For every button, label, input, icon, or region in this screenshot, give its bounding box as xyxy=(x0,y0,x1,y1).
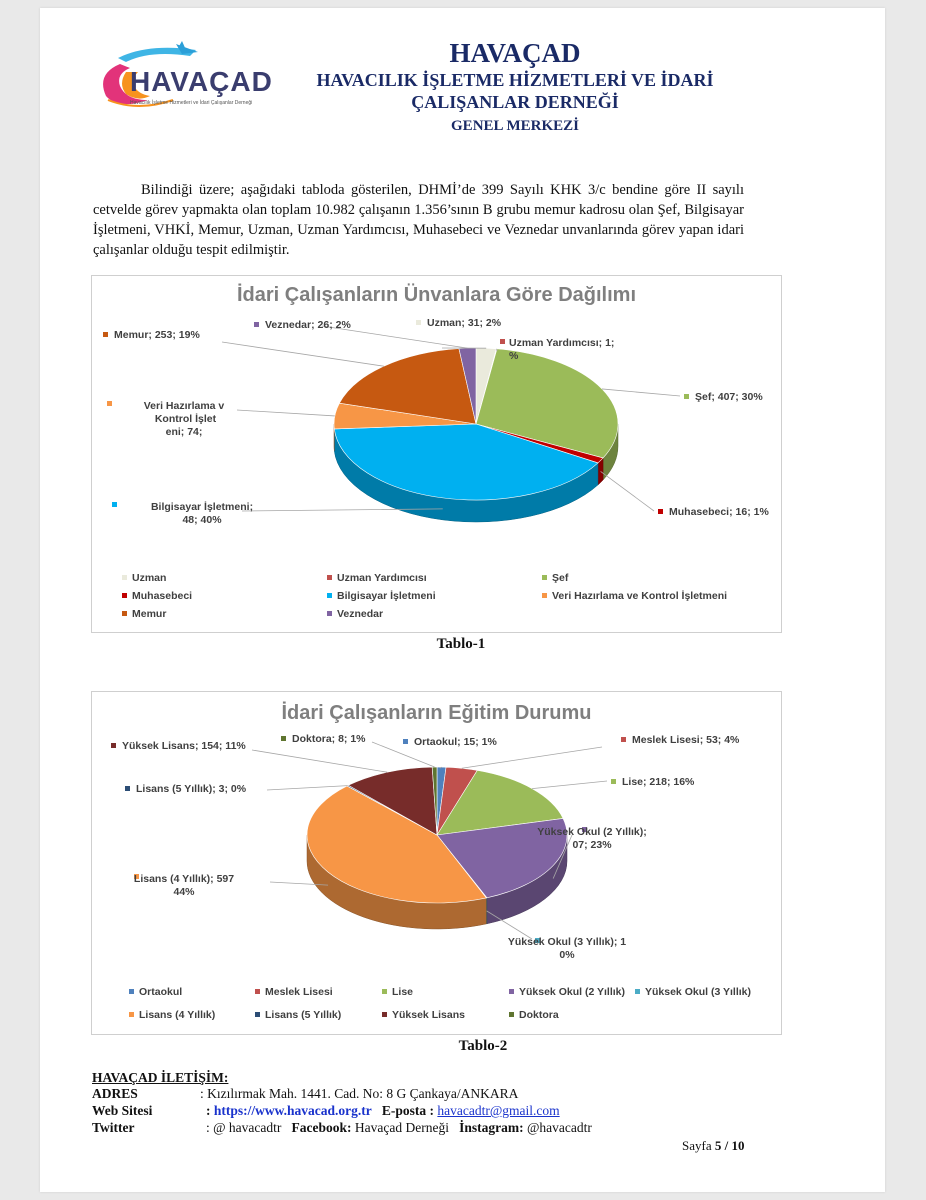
chart2-svg xyxy=(92,692,781,1034)
page-number-total: 10 xyxy=(731,1138,745,1153)
leader-line xyxy=(252,750,387,772)
legend-swatch xyxy=(122,593,127,598)
facebook-value: Havaçad Derneği xyxy=(354,1120,449,1135)
data-label: Şef; 407; 30% xyxy=(695,391,763,403)
logo-wordmark: HAVAÇAD xyxy=(130,66,273,97)
legend-swatch xyxy=(635,989,640,994)
leader-line xyxy=(602,389,680,396)
leader-line xyxy=(237,410,335,416)
legend-swatch xyxy=(122,611,127,616)
email-label: E-posta : xyxy=(381,1103,435,1118)
email-link[interactable]: havacadtr@gmail.com xyxy=(437,1103,560,1118)
org-name-line-3: GENEL MERKEZİ xyxy=(451,118,579,134)
org-name-line-2: ÇALIŞANLAR DERNEĞİ xyxy=(411,92,619,112)
instagram-label: İnstagram: xyxy=(459,1120,524,1135)
data-label: Ortaokul; 15; 1% xyxy=(414,736,497,748)
data-label: Lisans (4 Yıllık); 597 44% xyxy=(133,873,235,898)
legend-entry: Doktora xyxy=(519,1009,559,1021)
leader-line xyxy=(267,786,348,790)
page-number-current: 5 xyxy=(714,1138,722,1153)
legend-swatch xyxy=(327,575,332,580)
data-label-swatch xyxy=(281,736,286,741)
legend-entry: Lisans (4 Yıllık) xyxy=(139,1009,216,1021)
page-number-prefix: Sayfa xyxy=(682,1138,712,1153)
legend-entry: Memur xyxy=(132,608,167,620)
chart-title-distribution xyxy=(91,275,782,633)
org-name-line-1: HAVACILIK İŞLETME HİZMETLERİ VE İDARİ xyxy=(316,70,714,90)
web-label: Web Sitesi xyxy=(92,1103,153,1118)
legend-swatch xyxy=(509,1012,514,1017)
facebook-label: Facebook: xyxy=(291,1120,352,1135)
data-label: Memur; 253; 19% xyxy=(114,329,200,341)
data-label: Veri Hazırlama v Kontrol İşlet eni; 74; xyxy=(143,400,225,438)
data-label: Lisans (5 Yıllık); 3; 0% xyxy=(136,783,247,795)
legend-swatch xyxy=(382,1012,387,1017)
data-label: Muhasebeci; 16; 1% xyxy=(669,506,769,518)
legend-swatch xyxy=(542,593,547,598)
legend-entry: Uzman Yardımcısı xyxy=(337,572,427,584)
caption-table-1: Tablo-1 xyxy=(436,636,486,652)
org-short-name: HAVAÇAD xyxy=(449,38,581,68)
legend-swatch xyxy=(255,989,260,994)
data-label-swatch xyxy=(112,502,117,507)
caption-table-2: Tablo-2 xyxy=(458,1038,508,1054)
legend-entry: Veri Hazırlama ve Kontrol İşletmeni xyxy=(552,590,728,602)
legend-swatch xyxy=(509,989,514,994)
data-label-swatch xyxy=(621,737,626,742)
legend-swatch xyxy=(327,611,332,616)
legend-entry: Uzman xyxy=(132,572,167,584)
data-label: Doktora; 8; 1% xyxy=(292,733,366,745)
data-label-swatch xyxy=(500,339,505,344)
legend-entry: Ortaokul xyxy=(139,986,183,998)
data-label: Uzman Yardımcısı; 1; % xyxy=(509,337,615,362)
legend-entry: Yüksek Okul (3 Yıllık) xyxy=(645,986,752,998)
data-label-swatch xyxy=(125,786,130,791)
web-sep: : xyxy=(206,1103,211,1118)
address-value: : Kızılırmak Mah. 1441. Cad. No: 8 G Çankaya/ANKARA xyxy=(200,1086,519,1101)
legend-entry: Yüksek Lisans xyxy=(392,1009,465,1021)
contact-title: HAVAÇAD İLETİŞİM: xyxy=(92,1070,229,1085)
logo-subtitle: Havacılık İşletme Hizmetleri ve İdari Çalışanlar Derneği xyxy=(130,100,253,106)
legend-swatch xyxy=(255,1012,260,1017)
data-label: Yüksek Okul (3 Yıllık); 1 0% xyxy=(507,936,627,961)
data-label-swatch xyxy=(254,322,259,327)
data-label: Yüksek Okul (2 Yıllık); 07; 23% xyxy=(537,826,647,851)
legend-entry: Yüksek Okul (2 Yıllık) xyxy=(519,986,626,998)
data-label-swatch xyxy=(416,320,421,325)
data-label: Yüksek Lisans; 154; 11% xyxy=(122,740,246,752)
legend-swatch xyxy=(327,593,332,598)
page-number xyxy=(682,1138,744,1154)
legend-swatch xyxy=(129,1012,134,1017)
legend-entry: Şef xyxy=(552,572,569,584)
legend-entry: Meslek Lisesi xyxy=(265,986,333,998)
legend-swatch xyxy=(542,575,547,580)
legend-swatch xyxy=(382,989,387,994)
data-label: Uzman; 31; 2% xyxy=(427,317,502,329)
intro-paragraph: Bilindiği üzere; aşağıdaki tabloda gösterilen, DHMİ’de 399 Sayılı KHK 3/c bendine göre II sayılı cetvelde görev yapmakta olan toplam 10.982 çalışanın 1.356’sının B grubu memur kadrosu olan Şef, Bilgisayar İşletmeni, VHKİ, Memur, Uzman, Uzman Yardımcısı, Muhasebeci ve Veznedar unvanlarında görev yapan idari çalışanlar olduğu tespit edilmiştir. xyxy=(93,182,744,258)
legend-swatch xyxy=(122,575,127,580)
leader-line xyxy=(222,342,384,366)
legend-entry: Lisans (5 Yıllık) xyxy=(265,1009,342,1021)
twitter-label: Twitter xyxy=(92,1120,135,1135)
data-label: Veznedar; 26; 2% xyxy=(265,319,351,331)
chart1-title: İdari Çalışanların Ünvanlara Göre Dağılımı xyxy=(236,284,637,306)
data-label-swatch xyxy=(611,779,616,784)
data-label: Meslek Lisesi; 53; 4% xyxy=(632,734,740,746)
page-number-sep: / xyxy=(724,1138,729,1153)
data-label-swatch xyxy=(107,401,112,406)
legend-entry: Lise xyxy=(392,986,414,998)
data-label-swatch xyxy=(403,739,408,744)
legend-entry: Bilgisayar İşletmeni xyxy=(337,590,436,602)
legend-swatch xyxy=(129,989,134,994)
leader-line xyxy=(601,471,654,511)
data-label-swatch xyxy=(111,743,116,748)
chart1-svg xyxy=(92,276,781,632)
leader-line xyxy=(462,747,602,768)
chart-education xyxy=(91,691,782,1035)
data-label: Lise; 218; 16% xyxy=(622,776,695,788)
website-link[interactable]: https://www.havacad.org.tr xyxy=(213,1103,372,1118)
data-label: Bilgisayar İşletmeni; 48; 40% xyxy=(150,501,254,526)
data-label-swatch xyxy=(658,509,663,514)
twitter-value: : @ havacadtr xyxy=(206,1120,282,1135)
instagram-value: @havacadtr xyxy=(526,1120,592,1135)
legend-entry: Muhasebeci xyxy=(132,590,193,602)
data-label-swatch xyxy=(103,332,108,337)
address-label: ADRES xyxy=(92,1086,138,1101)
chart2-title: İdari Çalışanların Eğitim Durumu xyxy=(281,702,592,724)
legend-entry: Veznedar xyxy=(337,608,384,620)
data-label-swatch xyxy=(684,394,689,399)
leader-line xyxy=(532,781,607,789)
